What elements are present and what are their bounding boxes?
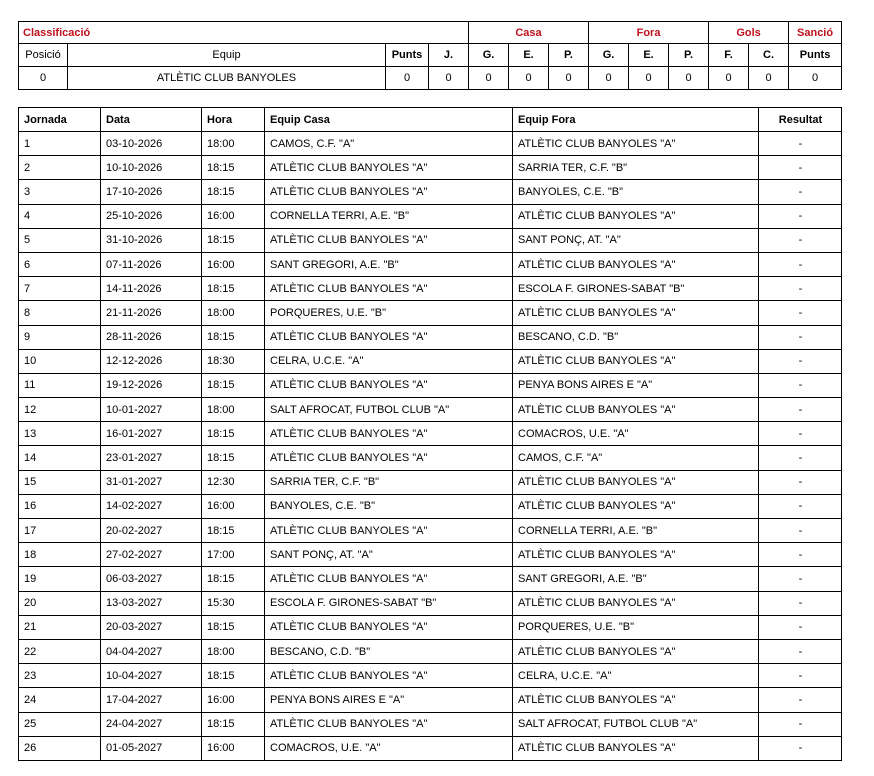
cell-time: 18:00 [202,398,265,422]
col-time: Hora [202,108,265,132]
cell-time: 16:00 [202,204,265,228]
cell-date: 20-03-2027 [101,615,202,639]
cell-result: - [759,301,842,325]
group-away: Fora [589,22,709,44]
cell-round: 8 [19,301,101,325]
col-home-lost: P. [549,44,589,67]
cell-result: - [759,277,842,301]
standings-row [19,67,842,90]
table-row [19,446,842,470]
cell-result: - [759,156,842,180]
cell-home-team: ATLÈTIC CLUB BANYOLES "A" [265,325,513,349]
cell-time: 12:30 [202,470,265,494]
cell-date: 25-10-2026 [101,204,202,228]
cell-round: 6 [19,252,101,276]
cell-home-won: 0 [469,67,509,90]
cell-home-team: ATLÈTIC CLUB BANYOLES "A" [265,373,513,397]
table-row [19,180,842,204]
cell-away-team: PORQUERES, U.E. "B" [513,615,759,639]
cell-round: 20 [19,591,101,615]
cell-date: 17-04-2027 [101,688,202,712]
table-row [19,252,842,276]
cell-round: 3 [19,180,101,204]
standings-title: Classificació [19,22,469,44]
cell-home-team: CELRA, U.C.E. "A" [265,349,513,373]
cell-sanction-points: 0 [789,67,842,90]
table-row [19,470,842,494]
table-row [19,204,842,228]
col-away-lost: P. [669,44,709,67]
cell-home-team: ATLÈTIC CLUB BANYOLES "A" [265,615,513,639]
cell-time: 18:00 [202,301,265,325]
cell-away-team: SANT PONÇ, AT. "A" [513,228,759,252]
cell-away-team: ATLÈTIC CLUB BANYOLES "A" [513,591,759,615]
cell-round: 4 [19,204,101,228]
table-row [19,688,842,712]
cell-home-team: COMACROS, U.E. "A" [265,736,513,760]
cell-result: - [759,688,842,712]
standings-table [18,21,842,90]
table-row [19,519,842,543]
cell-home-team: CAMOS, C.F. "A" [265,132,513,156]
cell-away-team: COMACROS, U.E. "A" [513,422,759,446]
cell-round: 24 [19,688,101,712]
table-row [19,422,842,446]
cell-away-team: ATLÈTIC CLUB BANYOLES "A" [513,494,759,518]
cell-team: ATLÈTIC CLUB BANYOLES [68,67,386,90]
col-date: Data [101,108,202,132]
cell-time: 15:30 [202,591,265,615]
cell-away-team: ATLÈTIC CLUB BANYOLES "A" [513,349,759,373]
table-row [19,543,842,567]
cell-home-team: SALT AFROCAT, FUTBOL CLUB "A" [265,398,513,422]
cell-date: 04-04-2027 [101,639,202,663]
cell-away-team: ATLÈTIC CLUB BANYOLES "A" [513,639,759,663]
cell-result: - [759,228,842,252]
cell-time: 18:15 [202,446,265,470]
group-goals: Gols [709,22,789,44]
table-row [19,664,842,688]
cell-away-team: BANYOLES, C.E. "B" [513,180,759,204]
cell-round: 16 [19,494,101,518]
group-sanction: Sanció [789,22,842,44]
cell-result: - [759,132,842,156]
cell-home-team: CORNELLA TERRI, A.E. "B" [265,204,513,228]
cell-round: 10 [19,349,101,373]
cell-home-lost: 0 [549,67,589,90]
cell-date: 10-10-2026 [101,156,202,180]
cell-time: 18:15 [202,325,265,349]
cell-result: - [759,615,842,639]
cell-date: 13-03-2027 [101,591,202,615]
table-row [19,398,842,422]
table-row [19,567,842,591]
cell-away-team: ATLÈTIC CLUB BANYOLES "A" [513,398,759,422]
cell-away-team: ATLÈTIC CLUB BANYOLES "A" [513,132,759,156]
cell-result: - [759,494,842,518]
col-goals-for: F. [709,44,749,67]
col-result: Resultat [759,108,842,132]
col-home-team: Equip Casa [265,108,513,132]
col-goals-against: C. [749,44,789,67]
cell-away-team: ATLÈTIC CLUB BANYOLES "A" [513,736,759,760]
cell-home-team: ESCOLA F. GIRONES-SABAT "B" [265,591,513,615]
cell-home-team: ATLÈTIC CLUB BANYOLES "A" [265,567,513,591]
cell-home-team: ATLÈTIC CLUB BANYOLES "A" [265,228,513,252]
cell-time: 18:15 [202,519,265,543]
cell-home-team: ATLÈTIC CLUB BANYOLES "A" [265,519,513,543]
cell-time: 18:15 [202,615,265,639]
cell-away-team: ATLÈTIC CLUB BANYOLES "A" [513,252,759,276]
cell-result: - [759,180,842,204]
col-played: J. [429,44,469,67]
cell-time: 18:15 [202,180,265,204]
cell-home-team: ATLÈTIC CLUB BANYOLES "A" [265,712,513,736]
cell-time: 18:00 [202,639,265,663]
cell-home-team: SANT PONÇ, AT. "A" [265,543,513,567]
cell-round: 25 [19,712,101,736]
cell-time: 18:00 [202,132,265,156]
cell-round: 19 [19,567,101,591]
cell-round: 15 [19,470,101,494]
cell-result: - [759,519,842,543]
cell-result: - [759,349,842,373]
cell-away-drawn: 0 [629,67,669,90]
cell-position: 0 [19,67,68,90]
cell-date: 03-10-2026 [101,132,202,156]
table-row [19,156,842,180]
cell-date: 27-02-2027 [101,543,202,567]
cell-away-team: PENYA BONS AIRES E "A" [513,373,759,397]
cell-time: 16:00 [202,688,265,712]
cell-result: - [759,422,842,446]
cell-away-team: ATLÈTIC CLUB BANYOLES "A" [513,688,759,712]
cell-played: 0 [429,67,469,90]
cell-away-team: SANT GREGORI, A.E. "B" [513,567,759,591]
cell-date: 06-03-2027 [101,567,202,591]
cell-result: - [759,398,842,422]
cell-away-team: CAMOS, C.F. "A" [513,446,759,470]
cell-round: 17 [19,519,101,543]
cell-time: 18:15 [202,712,265,736]
cell-result: - [759,204,842,228]
cell-time: 18:30 [202,349,265,373]
table-row [19,494,842,518]
cell-date: 31-01-2027 [101,470,202,494]
table-row [19,301,842,325]
cell-away-team: ATLÈTIC CLUB BANYOLES "A" [513,301,759,325]
cell-result: - [759,567,842,591]
cell-result: - [759,446,842,470]
cell-result: - [759,736,842,760]
cell-home-team: BANYOLES, C.E. "B" [265,494,513,518]
cell-round: 21 [19,615,101,639]
cell-away-team: CELRA, U.C.E. "A" [513,664,759,688]
cell-round: 26 [19,736,101,760]
cell-date: 01-05-2027 [101,736,202,760]
cell-points: 0 [386,67,429,90]
cell-round: 18 [19,543,101,567]
cell-date: 14-11-2026 [101,277,202,301]
cell-date: 14-02-2027 [101,494,202,518]
cell-date: 16-01-2027 [101,422,202,446]
cell-home-team: SARRIA TER, C.F. "B" [265,470,513,494]
table-row [19,277,842,301]
schedule-table [18,107,842,761]
cell-home-team: ATLÈTIC CLUB BANYOLES "A" [265,277,513,301]
cell-result: - [759,470,842,494]
table-row [19,228,842,252]
cell-round: 23 [19,664,101,688]
cell-round: 2 [19,156,101,180]
cell-round: 7 [19,277,101,301]
cell-time: 16:00 [202,494,265,518]
cell-away-team: ESCOLA F. GIRONES-SABAT "B" [513,277,759,301]
cell-result: - [759,252,842,276]
cell-date: 20-02-2027 [101,519,202,543]
col-team: Equip [68,44,386,67]
cell-date: 12-12-2026 [101,349,202,373]
standings-header-row [19,44,842,67]
col-away-team: Equip Fora [513,108,759,132]
cell-result: - [759,543,842,567]
cell-time: 18:15 [202,156,265,180]
cell-date: 10-04-2027 [101,664,202,688]
table-row [19,736,842,760]
col-points: Punts [386,44,429,67]
cell-goals-against: 0 [749,67,789,90]
cell-date: 23-01-2027 [101,446,202,470]
cell-home-team: PENYA BONS AIRES E "A" [265,688,513,712]
cell-time: 18:15 [202,567,265,591]
cell-date: 31-10-2026 [101,228,202,252]
cell-date: 28-11-2026 [101,325,202,349]
cell-round: 12 [19,398,101,422]
cell-date: 07-11-2026 [101,252,202,276]
cell-round: 5 [19,228,101,252]
cell-home-team: SANT GREGORI, A.E. "B" [265,252,513,276]
cell-away-won: 0 [589,67,629,90]
schedule-header-row [19,108,842,132]
cell-time: 18:15 [202,228,265,252]
cell-result: - [759,639,842,663]
cell-home-team: ATLÈTIC CLUB BANYOLES "A" [265,664,513,688]
table-row [19,325,842,349]
cell-away-team: ATLÈTIC CLUB BANYOLES "A" [513,204,759,228]
col-round: Jornada [19,108,101,132]
col-home-won: G. [469,44,509,67]
table-row [19,712,842,736]
col-away-drawn: E. [629,44,669,67]
cell-away-team: ATLÈTIC CLUB BANYOLES "A" [513,470,759,494]
cell-time: 16:00 [202,736,265,760]
cell-home-team: ATLÈTIC CLUB BANYOLES "A" [265,446,513,470]
cell-date: 24-04-2027 [101,712,202,736]
cell-round: 1 [19,132,101,156]
cell-home-team: BESCANO, C.D. "B" [265,639,513,663]
cell-away-team: CORNELLA TERRI, A.E. "B" [513,519,759,543]
cell-away-team: BESCANO, C.D. "B" [513,325,759,349]
cell-result: - [759,325,842,349]
cell-round: 22 [19,639,101,663]
cell-home-team: PORQUERES, U.E. "B" [265,301,513,325]
table-row [19,591,842,615]
cell-round: 11 [19,373,101,397]
cell-time: 17:00 [202,543,265,567]
table-row [19,132,842,156]
cell-time: 18:15 [202,422,265,446]
col-away-won: G. [589,44,629,67]
cell-home-team: ATLÈTIC CLUB BANYOLES "A" [265,180,513,204]
cell-result: - [759,373,842,397]
cell-away-team: SARRIA TER, C.F. "B" [513,156,759,180]
table-row [19,373,842,397]
cell-home-team: ATLÈTIC CLUB BANYOLES "A" [265,422,513,446]
cell-date: 21-11-2026 [101,301,202,325]
cell-result: - [759,664,842,688]
table-row [19,639,842,663]
table-row [19,615,842,639]
cell-home-drawn: 0 [509,67,549,90]
cell-date: 10-01-2027 [101,398,202,422]
cell-time: 16:00 [202,252,265,276]
cell-result: - [759,591,842,615]
cell-goals-for: 0 [709,67,749,90]
col-home-drawn: E. [509,44,549,67]
cell-date: 17-10-2026 [101,180,202,204]
cell-away-team: ATLÈTIC CLUB BANYOLES "A" [513,543,759,567]
cell-round: 14 [19,446,101,470]
col-sanction-points: Punts [789,44,842,67]
standings-group-row [19,22,842,44]
group-home: Casa [469,22,589,44]
cell-home-team: ATLÈTIC CLUB BANYOLES "A" [265,156,513,180]
table-row [19,349,842,373]
cell-date: 19-12-2026 [101,373,202,397]
cell-time: 18:15 [202,277,265,301]
cell-round: 9 [19,325,101,349]
cell-time: 18:15 [202,373,265,397]
col-position: Posició [19,44,68,67]
schedule-body [19,132,842,761]
cell-away-team: SALT AFROCAT, FUTBOL CLUB "A" [513,712,759,736]
cell-away-lost: 0 [669,67,709,90]
cell-result: - [759,712,842,736]
cell-round: 13 [19,422,101,446]
cell-time: 18:15 [202,664,265,688]
